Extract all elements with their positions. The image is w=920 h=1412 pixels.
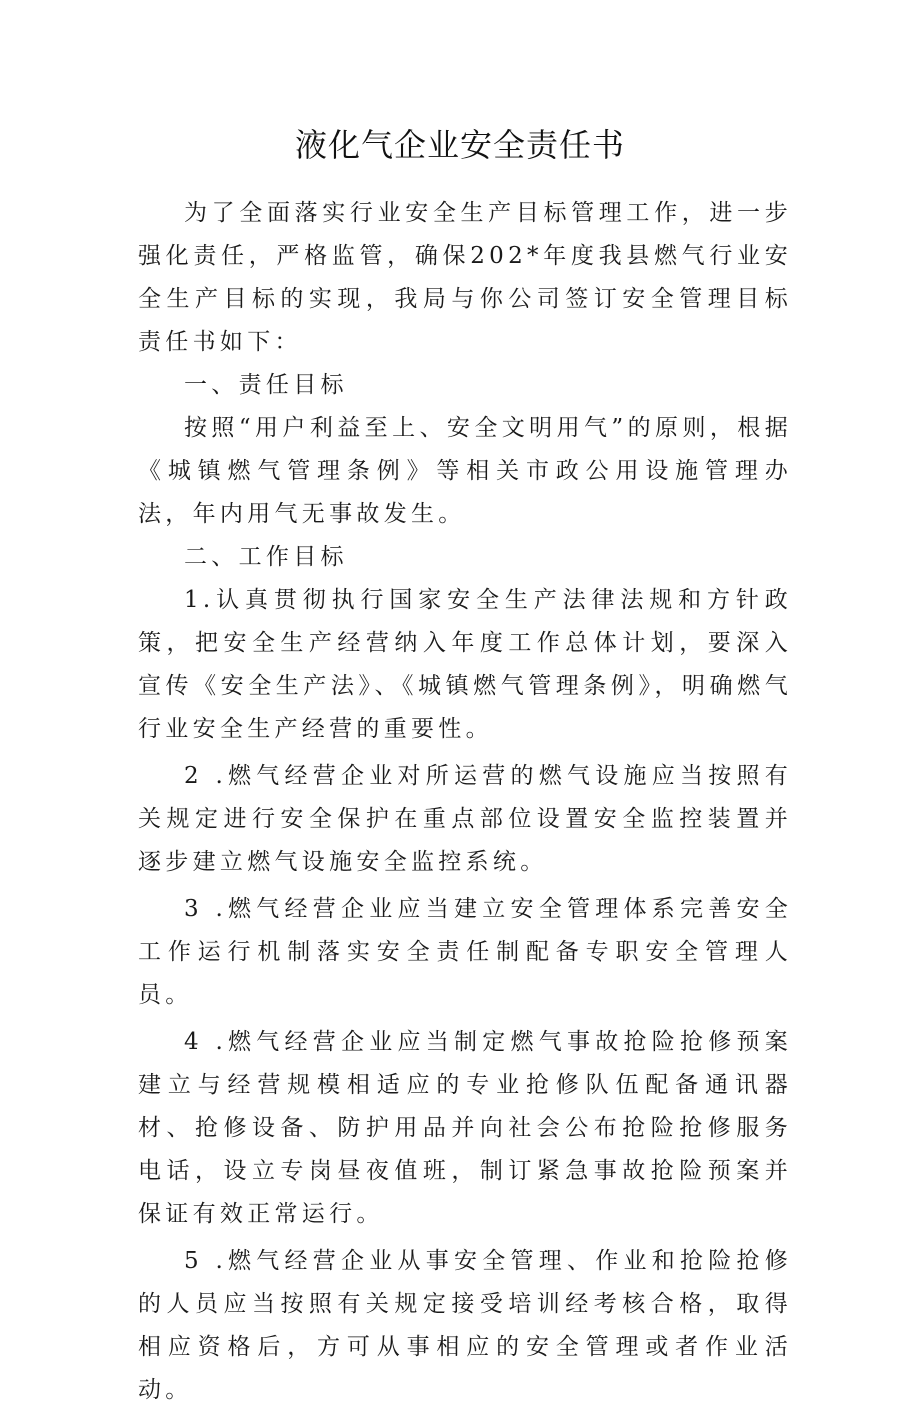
intro-paragraph: 为了全面落实行业安全生产目标管理工作，进一步强化责任，严格监管，确保202*年度我县燃气行业安全生产目标的实现，我局与你公司签订安全管理目标责任书如下： xyxy=(138,200,792,355)
work-goal-item-5: 5 .燃气经营企业从事安全管理、作业和抢险抢修的人员应当按照有关规定接受培训经考核合格，取得相应资格后，方可从事相应的安全管理或者作业活动。 xyxy=(138,1248,792,1403)
work-goal-item-1: 1.认真贯彻执行国家安全生产法律法规和方针政策，把安全生产经营纳入年度工作总体计划，要深入宣传《安全生产法》、《城镇燃气管理条例》，明确燃气行业安全生产经营的重要性。 xyxy=(138,587,792,742)
work-goal-item-2: 2 .燃气经营企业对所运营的燃气设施应当按照有关规定进行安全保护在重点部位设置安全监控装置并逐步建立燃气设施安全监控系统。 xyxy=(138,763,792,875)
section-heading-work-goal: 二、工作目标 xyxy=(184,544,348,570)
section-heading-responsibility-goal: 一、责任目标 xyxy=(184,372,348,398)
document-title: 液化气企业安全责任书 xyxy=(294,126,625,164)
document-body xyxy=(138,192,792,1412)
work-goal-item-4: 4 .燃气经营企业应当制定燃气事故抢险抢修预案建立与经营规模相适应的专业抢修队伍配备通讯器材、抢修设备、防护用品并向社会公布抢险抢修服务电话，设立专岗昼夜值班，制订紧急事故抢险预案并保证有效正常运行。 xyxy=(138,1029,792,1227)
responsibility-goal-paragraph: 按照“用户利益至上、安全文明用气”的原则，根据《城镇燃气管理条例》等相关市政公用设施管理办法，年内用气无事故发生。 xyxy=(138,415,792,527)
work-goal-item-3: 3 .燃气经营企业应当建立安全管理体系完善安全工作运行机制落实安全责任制配备专职安全管理人员。 xyxy=(138,896,792,1008)
